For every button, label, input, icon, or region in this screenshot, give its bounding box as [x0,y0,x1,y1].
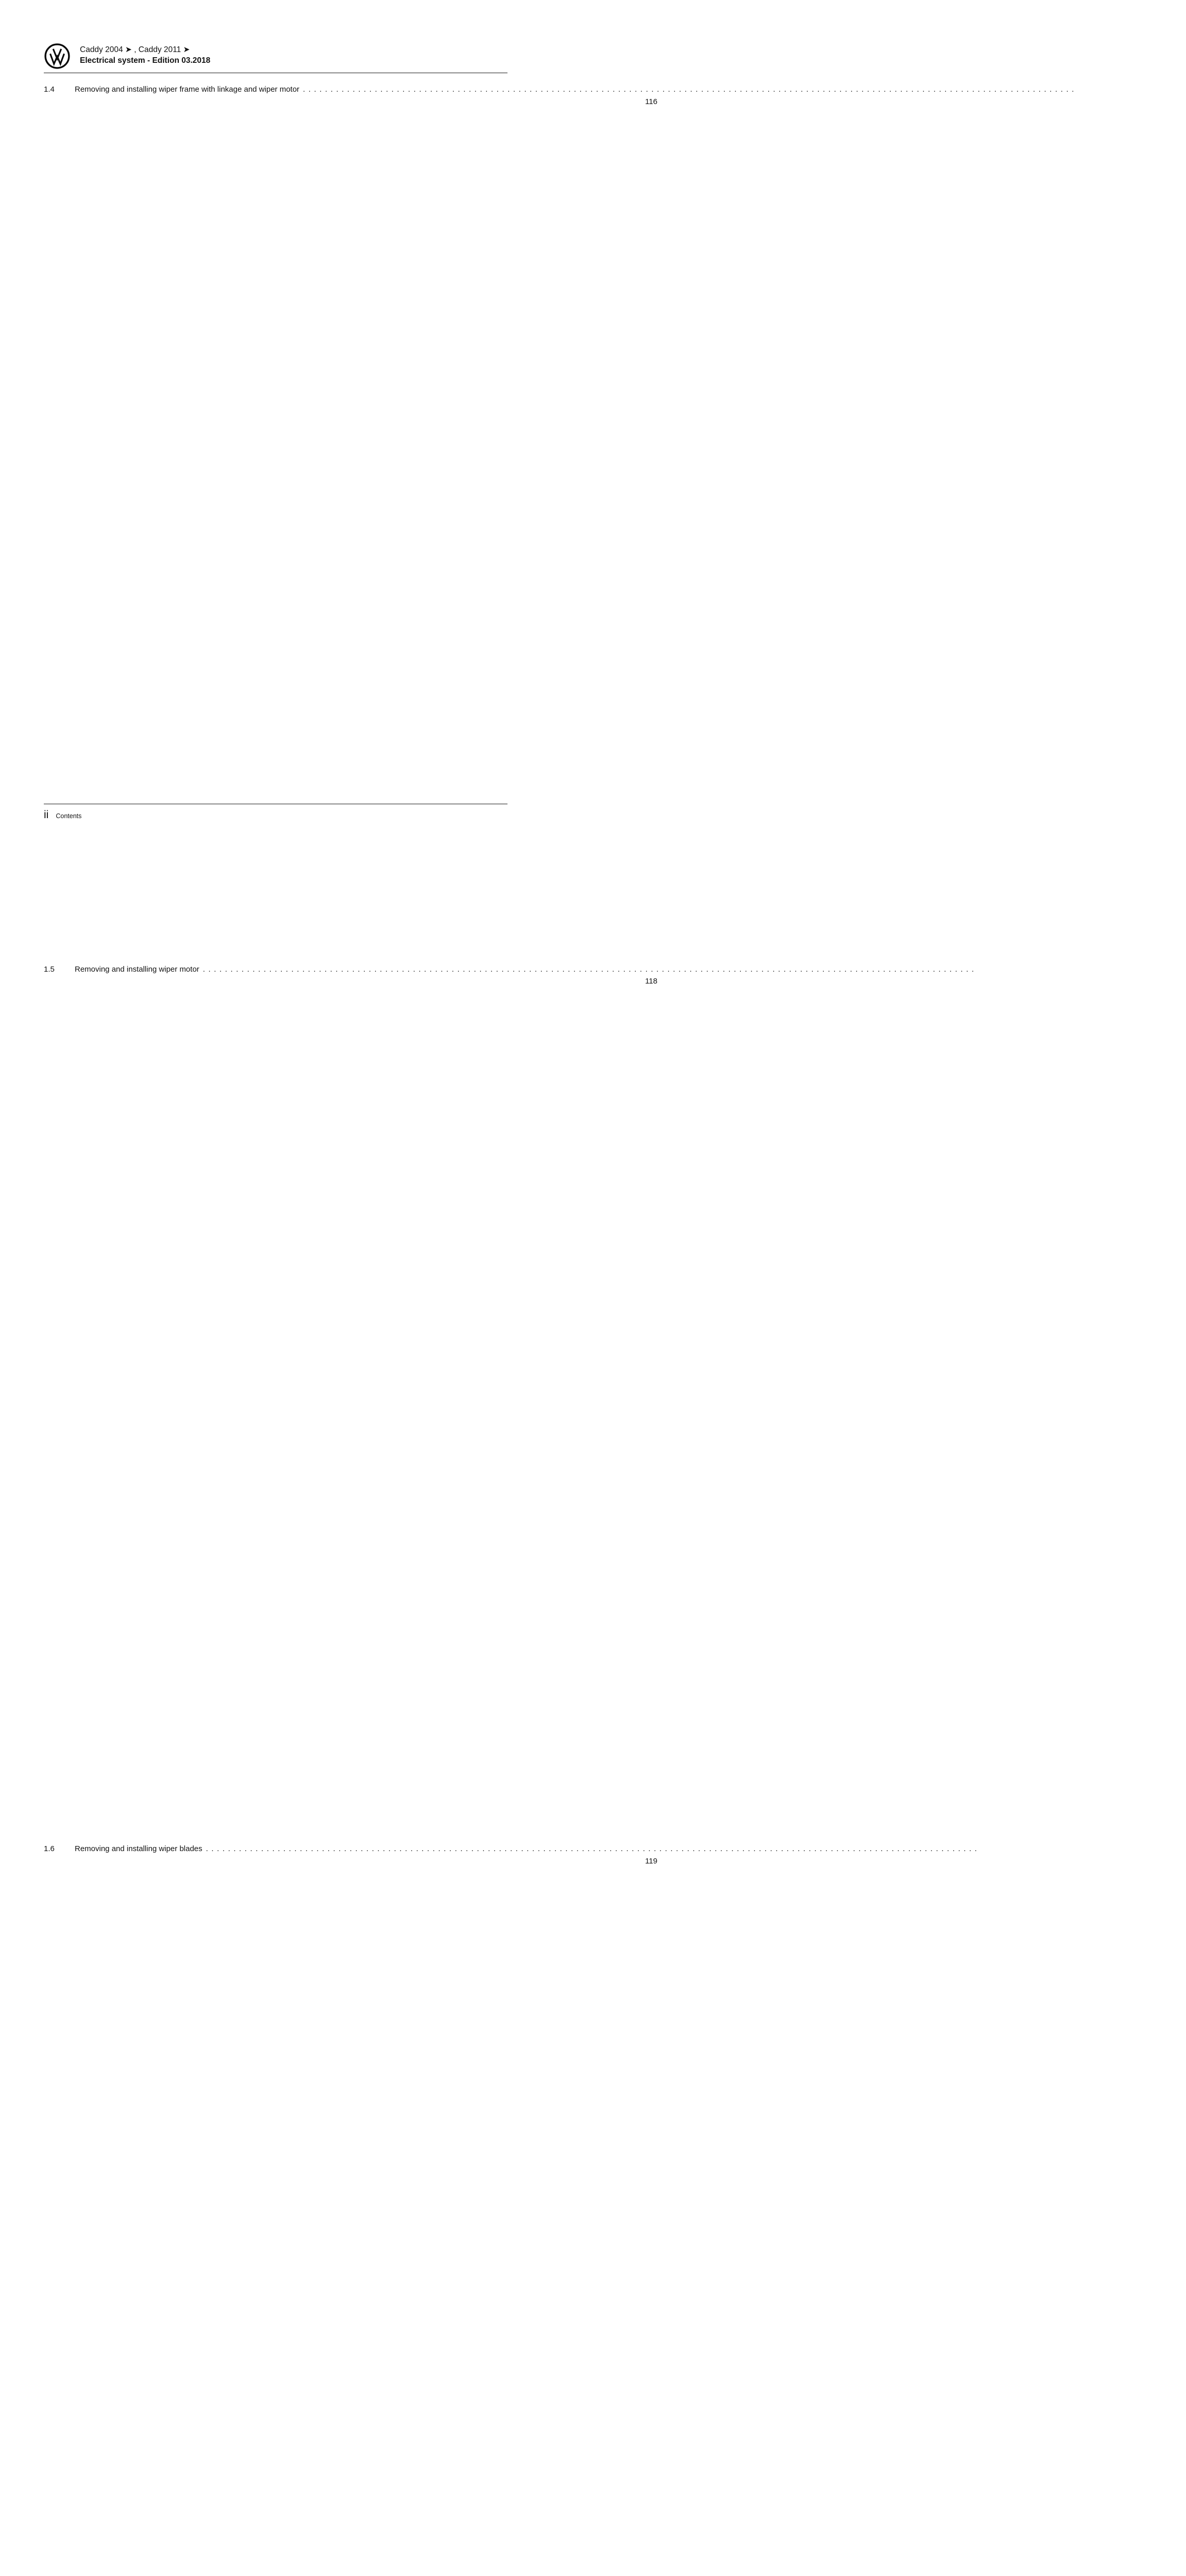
toc-entry-number: 1.5 [44,963,75,976]
page-header [44,0,507,70]
header-text [80,43,210,66]
model-line: Caddy 2004 ➤ , Caddy 2011 ➤ [80,44,210,55]
toc-dot-leader [303,83,505,96]
toc-page-number: 118 [44,975,657,1843]
manual-contents-page [0,0,614,868]
toc-row [44,963,507,1843]
toc-entry-title: Removing and installing wiper motor [75,963,199,976]
page-marker: ii [44,809,48,821]
toc-dot-leader [206,1843,505,1855]
toc-entry-title: Removing and installing wiper blades [75,1843,202,1855]
page-footer [44,804,507,821]
footer-label: Contents [56,812,81,820]
toc-entry-number: 1.4 [44,83,75,96]
toc-row [44,1843,507,2576]
toc-page-number: 116 [44,96,657,963]
toc [44,83,507,2576]
toc-entry-number: 1.6 [44,1843,75,1855]
toc-dot-leader [203,963,505,976]
vw-logo-icon [44,43,71,70]
footer-text [44,809,507,821]
toc-row [44,83,507,963]
toc-entry-title: Removing and installing wiper frame with linkage and wiper motor [75,83,299,96]
edition-line: Electrical system - Edition 03.2018 [80,55,210,66]
toc-page-number: 119 [44,1855,657,2576]
